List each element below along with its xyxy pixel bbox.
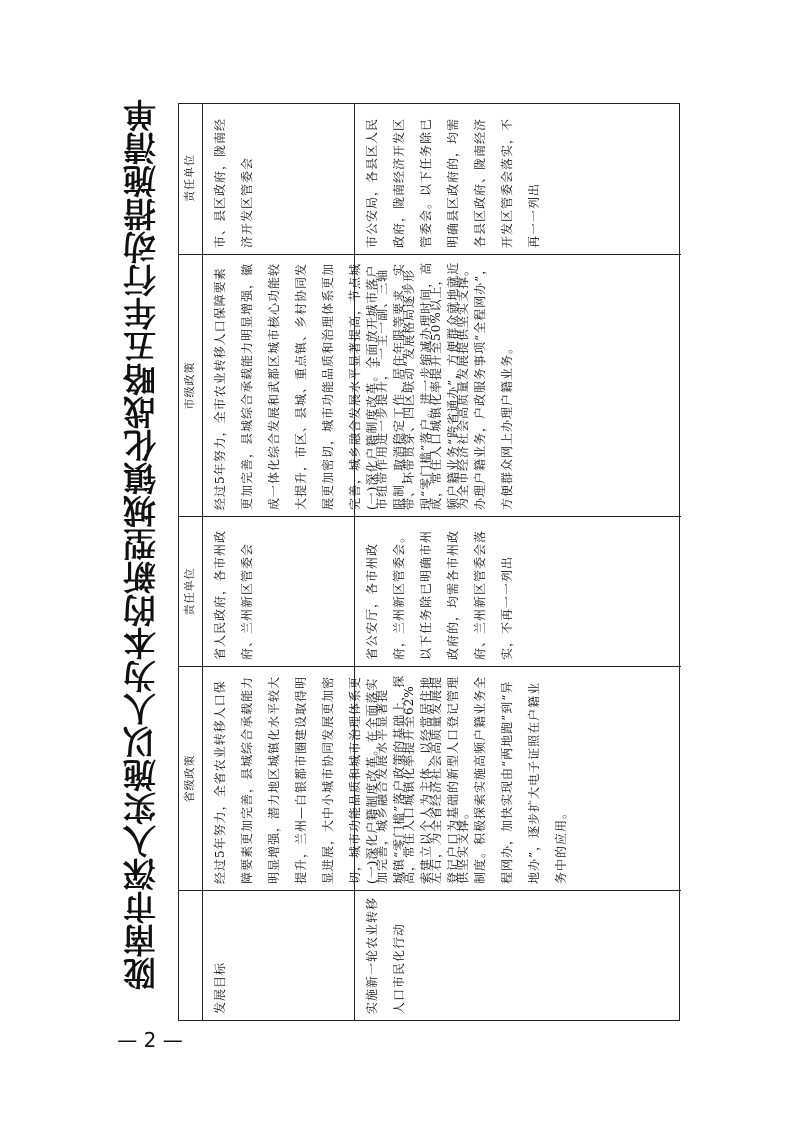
measures-table-wrapper (178, 103, 680, 1021)
row-city-policy: (一)深化户籍制度改革。全面放开城市落户限制，取消稳定工作、居住年限等要求，实现“零门槛”落户。进一步缩减办理时间，高频户籍业务“跨省通办”，方便群众就地就近办理户籍业务，户政服务事项“全程网办”，方便群众网上办理户籍业务。 (355, 254, 681, 516)
row-city-unit: 市、县区政府，陇南经济开发区管委会 (213, 117, 254, 248)
measures-table (178, 103, 680, 1021)
page-title: 陇南市深入实施以人为本的新型城镇化战略五年行动措施清单 (122, 99, 161, 990)
page-number: — 2 — (117, 1028, 183, 1052)
header-provincial-unit: 责任单位 (179, 516, 202, 666)
row-provincial-policy: 经过5年努力，全省农业转移人口保障要素更加完善，县城综合承载能力明显增强，潜力地区城镇化水平较大提升，兰州—白银都市圈建设取得明显进展，大中小城市协同发展更加密切，城市功能品质和城市治理体系更加完善，城乡融合发展水平显著提高，常住人口城镇化率提升至62%左右，为全省经济社会高质量发展提供坚实支撑。 (203, 666, 354, 890)
row-category: 实施新一轮农业转移人口市民化行动 (355, 890, 681, 1020)
header-city-policy: 市级政策 (179, 254, 202, 516)
row-provincial-policy: (一)深化户籍制度改革。在全面落实城镇“零门槛”落户政策的基础上，探索建立以个人为主体、以经常居住地登记户口为基础的新型人口登记管理制度。积极探索实施高频户籍业务全程网办，加快实现由“两地跑”到“异地办”，逐步扩大电子证照在户籍业务中的应用。 (355, 666, 681, 890)
header-city-unit: 责任单位 (183, 154, 196, 202)
table-row (355, 104, 681, 1020)
row-provincial-unit: 省公安厅，各市州政府，兰州新区管委会。以下任务除已明确市州政府的，均需各市州政府、兰州新区管委会落实，不再一一列出 (355, 516, 681, 666)
row-city-unit: 市公安局，各县区人民政府，陇南经济开发区管委会。以下任务除已明确县区政府的，均需各县区政府、陇南经济开发区管委会落实，不再一一列出 (365, 117, 541, 248)
row-provincial-unit: 省人民政府，各市州政府、兰州新区管委会 (203, 516, 354, 666)
header-category (179, 890, 202, 1020)
table-header-row (179, 104, 203, 1020)
row-city-policy: 经过5年努力，全市农业转移人口保障要素更加完善，县城综合承载能力明显增强，徽成一体化综合发展和武都区城市核心功能较大提升，市区、县城、重点镇、乡村协同发展更加密切，城市功能品质和治理体系更加完善，城乡融合发展水平显著提高，节点城市纽带作用进一步提升，“一主一副、三轴带、环带贯穿、四区联动”发展格局逐步形成，常住人口城镇化率提升至50%以上，为全市经济社会高质量发展提供坚实支撑。 (203, 254, 354, 516)
header-provincial-policy: 省级政策 (179, 666, 202, 890)
row-category: 发展目标 (203, 890, 354, 1020)
